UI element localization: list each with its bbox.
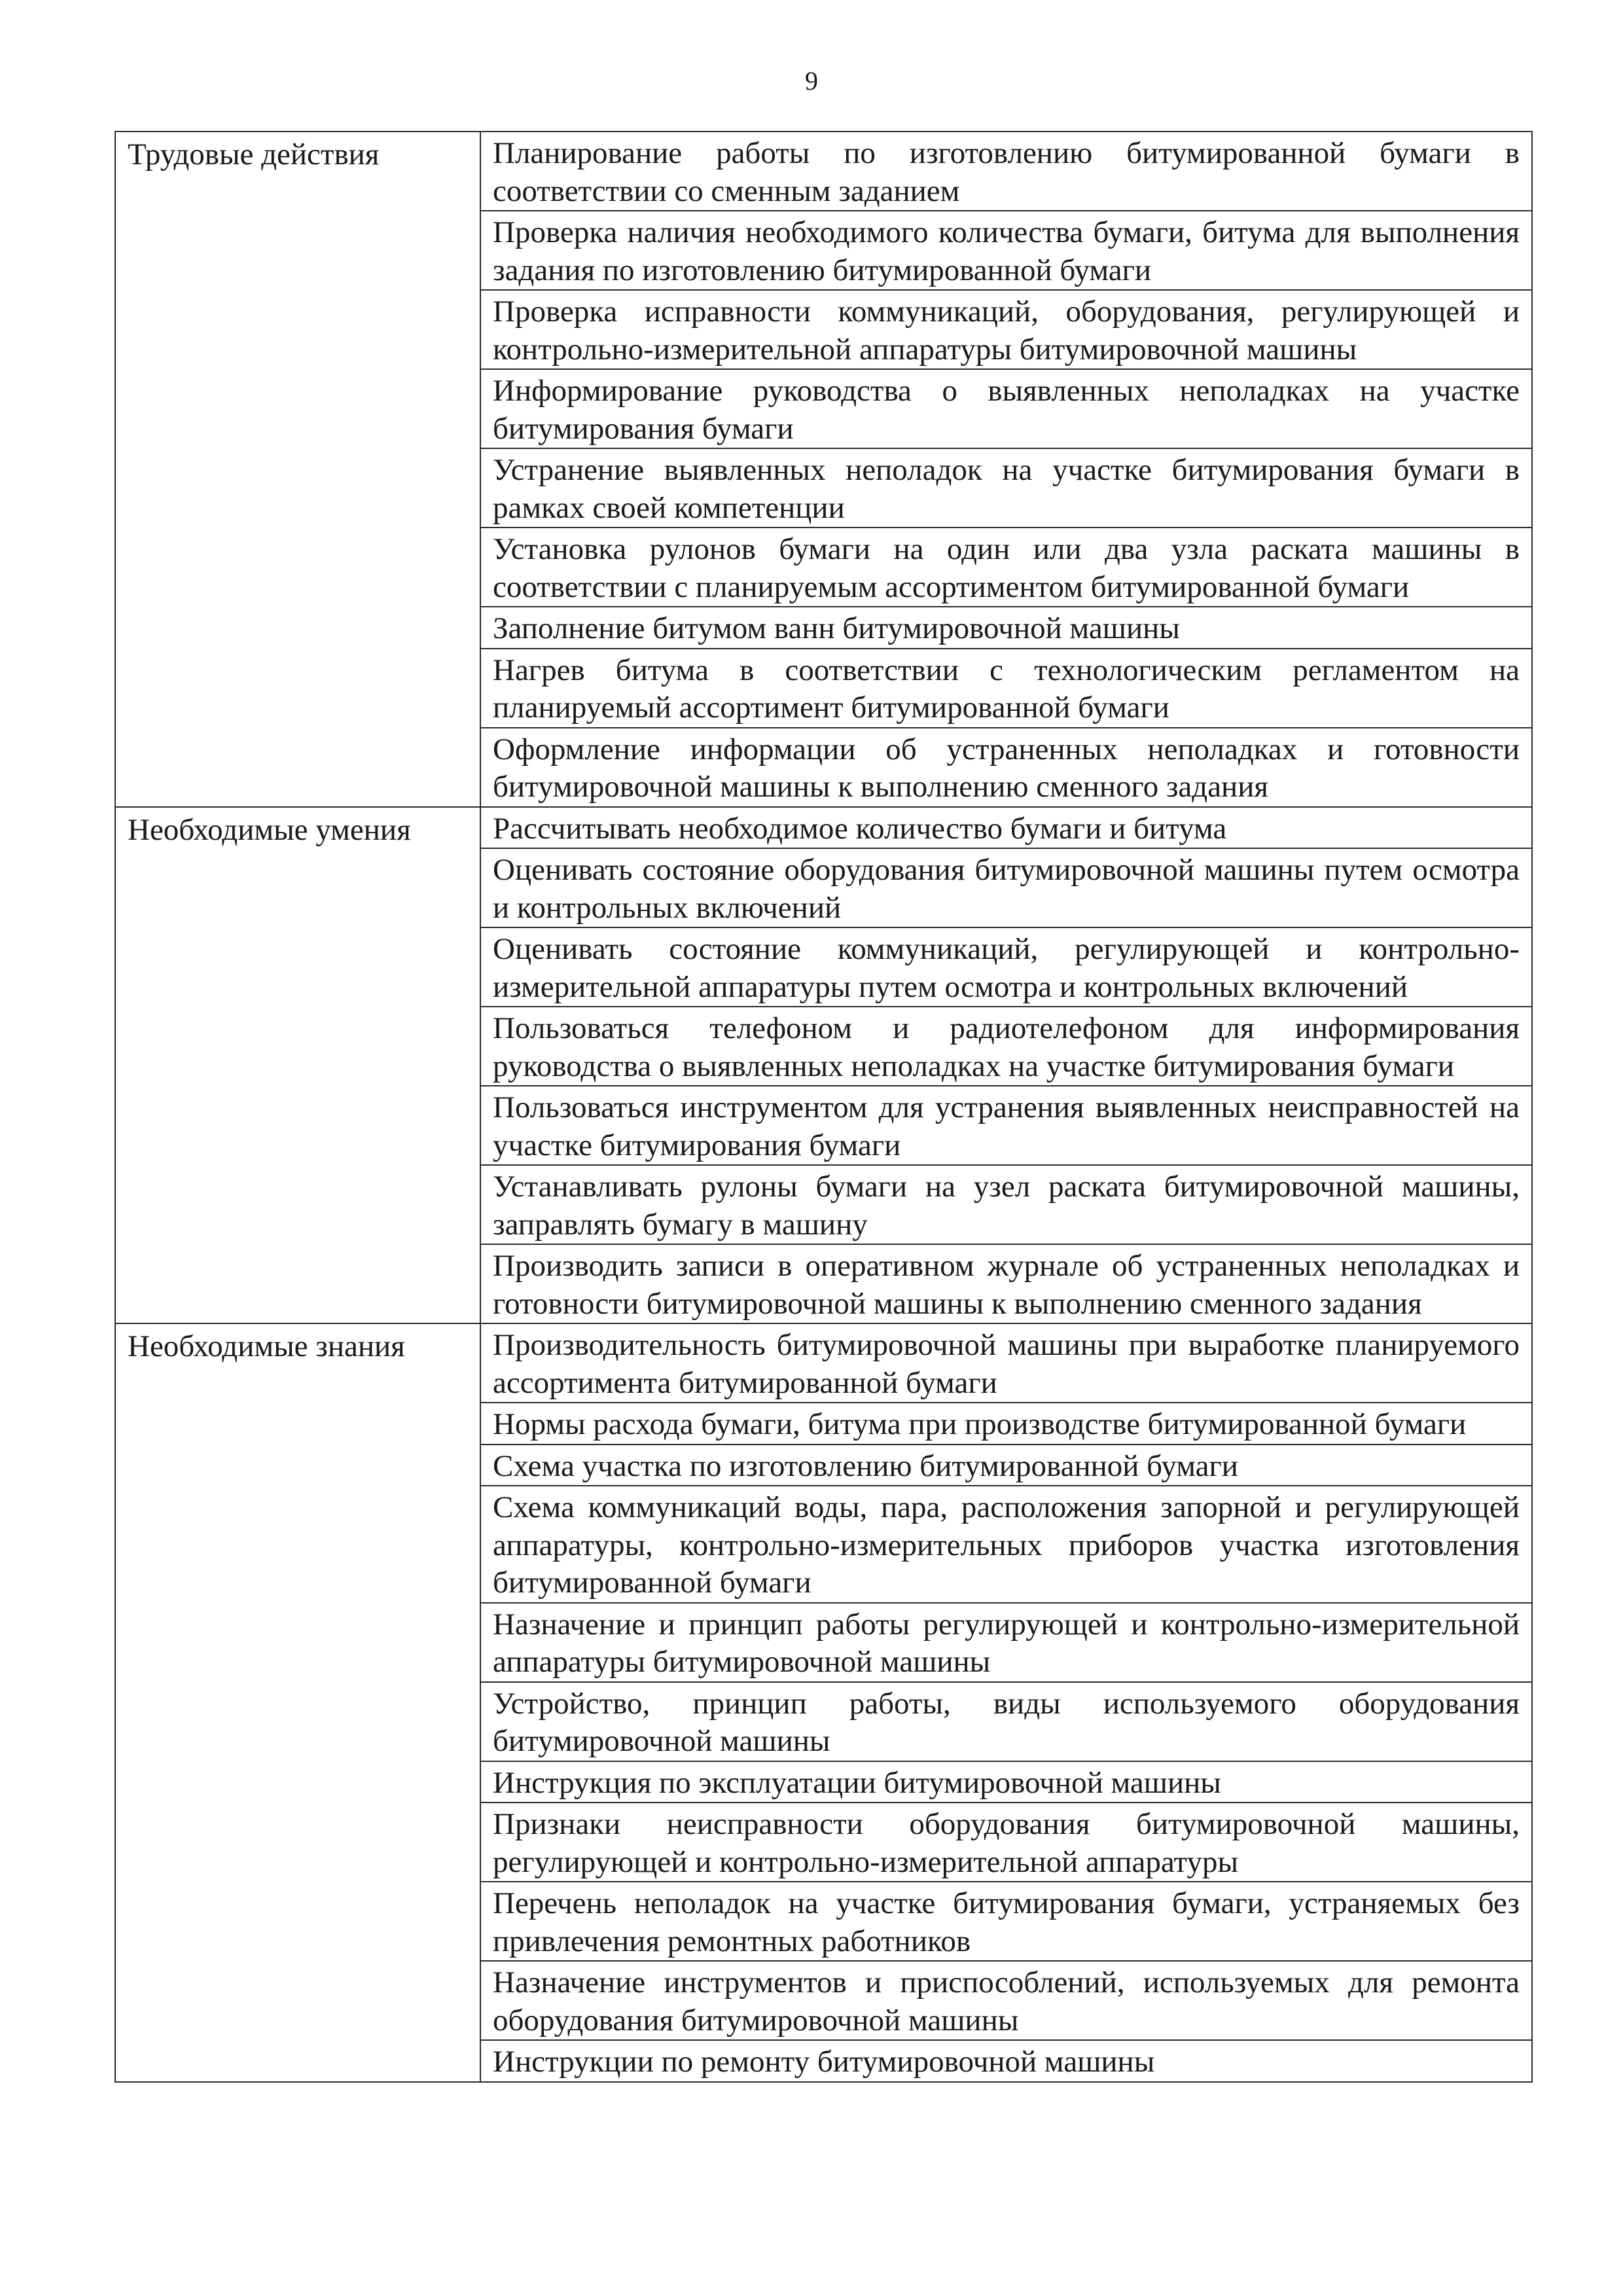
section-item: Оценивать состояние коммуникаций, регулирующей и контрольно-измерительной аппаратуры путем осмотра и контрольных включений — [480, 927, 1532, 1007]
section-item: Оформление информации об устраненных неполадках и готовности битумировочной машины к выполнению сменного задания — [480, 728, 1532, 807]
section-item: Назначение инструментов и приспособлений, используемых для ремонта оборудования битумировочной машины — [480, 1961, 1532, 2040]
section-item: Планирование работы по изготовлению битумированной бумаги в соответствии со сменным заданием — [480, 132, 1532, 211]
section-item: Проверка наличия необходимого количества бумаги, битума для выполнения задания по изготовлению битумированной бумаги — [480, 211, 1532, 290]
table-row — [115, 807, 1532, 849]
section-item: Перечень неполадок на участке битумирования бумаги, устраняемых без привлечения ремонтных работников — [480, 1882, 1532, 1961]
table-row — [115, 1323, 1532, 1403]
section-item: Устранение выявленных неполадок на участке битумирования бумаги в рамках своей компетенции — [480, 448, 1532, 528]
section-item: Заполнение битумом ванн битумировочной машины — [480, 607, 1532, 649]
section-item: Пользоваться телефоном и радиотелефоном для информирования руководства о выявленных неполадках на участке битумирования бумаги — [480, 1007, 1532, 1086]
table-body — [115, 132, 1532, 2082]
page-number: 9 — [805, 66, 818, 96]
section-label: Необходимые умения — [115, 807, 480, 1324]
section-item: Рассчитывать необходимое количество бумаги и битума — [480, 807, 1532, 849]
section-label: Трудовые действия — [115, 132, 480, 807]
section-item: Устанавливать рулоны бумаги на узел раската битумировочной машины, заправлять бумагу в машину — [480, 1165, 1532, 1244]
section-item: Схема коммуникаций воды, пара, расположения запорной и регулирующей аппаратуры, контрольно-измерительных приборов участка изготовления битумированной бумаги — [480, 1486, 1532, 1603]
section-item: Нормы расхода бумаги, битума при производстве битумированной бумаги — [480, 1403, 1532, 1444]
section-item: Оценивать состояние оборудования битумировочной машины путем осмотра и контрольных включений — [480, 848, 1532, 927]
section-item: Проверка исправности коммуникаций, оборудования, регулирующей и контрольно-измерительной аппаратуры битумировочной машины — [480, 290, 1532, 369]
section-label: Необходимые знания — [115, 1323, 480, 2082]
section-item: Инструкция по эксплуатации битумировочной машины — [480, 1761, 1532, 1803]
requirements-table — [115, 131, 1533, 2083]
section-item: Устройство, принцип работы, виды используемого оборудования битумировочной машины — [480, 1682, 1532, 1761]
section-item: Информирование руководства о выявленных неполадках на участке битумирования бумаги — [480, 369, 1532, 448]
section-item: Назначение и принцип работы регулирующей и контрольно-измерительной аппаратуры битумировочной машины — [480, 1603, 1532, 1682]
section-item: Схема участка по изготовлению битумированной бумаги — [480, 1444, 1532, 1486]
section-item: Производить записи в оперативном журнале об устраненных неполадках и готовности битумировочной машины к выполнению сменного задания — [480, 1244, 1532, 1323]
section-item: Пользоваться инструментом для устранения выявленных неисправностей на участке битумирования бумаги — [480, 1086, 1532, 1165]
section-item: Нагрев битума в соответствии с технологическим регламентом на планируемый ассортимент битумированной бумаги — [480, 649, 1532, 728]
section-item: Инструкции по ремонту битумировочной машины — [480, 2040, 1532, 2082]
section-item: Признаки неисправности оборудования битумировочной машины, регулирующей и контрольно-измерительной аппаратуры — [480, 1803, 1532, 1882]
section-item: Производительность битумировочной машины при выработке планируемого ассортимента битумированной бумаги — [480, 1323, 1532, 1403]
table-row — [115, 132, 1532, 211]
section-item: Установка рулонов бумаги на один или два узла раската машины в соответствии с планируемым ассортиментом битумированной бумаги — [480, 528, 1532, 607]
